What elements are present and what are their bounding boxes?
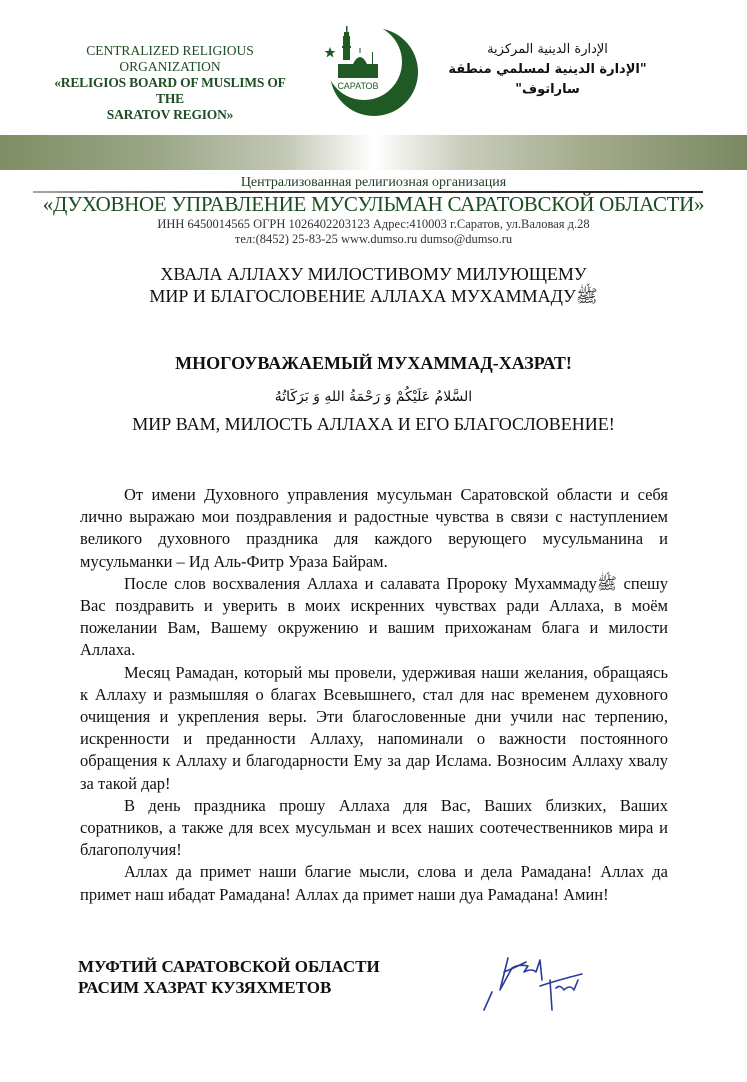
body-paragraph: Аллах да примет наши благие мысли, слова и дела Рамадана! Аллах да примет наш ибадат Рамадана! Аллах да примет наши дуа Рамадана! Амин!	[80, 862, 668, 904]
org-name: «ДУХОВНОЕ УПРАВЛЕНИЕ МУСУЛЬМАН САРАТОВСКОЙ ОБЛАСТИ»	[42, 192, 705, 216]
signatory-name: РАСИМ ХАЗРАТ КУЗЯХМЕТОВ	[78, 978, 332, 997]
letterhead-arabic	[415, 40, 680, 100]
body-paragraph: От имени Духовного управления мусульман Саратовской области и себя лично выражаю мои поздравления и радостные чувства в связи с наступлением великого духовного праздника для каждого верующего мусульманина и мусульманки – Ид Аль-Фитр Ураза Байрам.	[80, 485, 668, 571]
body-paragraph: Месяц Рамадан, который мы провели, удерживая наши желания, обращаясь к Аллаху и размышляя о благах Всевышнего, стал для нас временем духовного очищения и укрепления веры. Эти благословенные дни учили нас терпению, искренности и преданности Аллаху, напоминали о важности постоянного обращения к Аллаху и благодарности Ему за дар Ислама. Возносим Аллаху хвалу за такой дар!	[80, 662, 668, 793]
letterhead-en-name: SARATOV REGION»	[106, 107, 234, 122]
letterhead-ar-name: "الإدارة الدينية لمسلمي منطقة ساراتوف"	[448, 62, 647, 97]
org-type: Централизованная религиозная организация	[240, 175, 507, 190]
praise-heading	[0, 263, 747, 307]
praise-line: ХВАЛА АЛЛАХУ МИЛОСТИВОМУ МИЛУЮЩЕМУ	[160, 264, 587, 284]
body-paragraph: В день праздника прошу Аллаха для Вас, Ваших близких, Ваших соратников, а также для всех мусульман и всех наших соотечественников мира и благополучия!	[80, 795, 668, 860]
letterhead-ar-line: الإدارة الدينية المركزية	[487, 42, 608, 57]
header-gradient-band	[0, 135, 747, 170]
signatory-title: МУФТИЙ САРАТОВСКОЙ ОБЛАСТИ	[78, 957, 380, 976]
praise-line: МИР И БЛАГОСЛОВЕНИЕ АЛЛАХА МУХАММАДУﷺ	[149, 286, 598, 306]
handwritten-signature-icon	[478, 950, 618, 1020]
salutation: МНОГОУВАЖАЕМЫЙ МУХАММАД-ХАЗРАТ!	[175, 353, 572, 373]
org-details: ИНН 6450014565 ОГРН 1026402203123 Адрес:410003 г.Саратов, ул.Валовая д.28	[157, 217, 590, 231]
letterhead-english	[40, 43, 300, 123]
letterhead-en-line: ORGANIZATION	[119, 59, 221, 74]
logo-text: САРАТОВ	[337, 81, 379, 91]
letter-body	[80, 484, 668, 906]
crescent-mosque-logo-icon	[318, 20, 423, 120]
arabic-greeting: السَّلامُ عَلَيْكُمْ وَ رَحْمَةُ اللهِ وَ بَرَكَاتُهُ	[274, 389, 473, 405]
letterhead-en-line: CENTRALIZED RELIGIOUS	[86, 43, 254, 58]
body-paragraph: После слов восхваления Аллаха и салавата Пророку Мухаммадуﷺ спешу Вас поздравить и уверить в моих искренних чувствах ради Аллаха, в моём пожелании Вам, Вашему окружению и вашим прихожанам блага и милости Аллаха.	[80, 573, 668, 660]
letterhead-en-name: «RELIGIOS BOARD OF MUSLIMS OF THE	[54, 75, 286, 106]
peace-greeting: МИР ВАМ, МИЛОСТЬ АЛЛАХА И ЕГО БЛАГОСЛОВЕНИЕ!	[132, 414, 615, 434]
signatory-block	[78, 956, 380, 998]
org-contacts: тел:(8452) 25-83-25 www.dumso.ru dumso@dumso.ru	[234, 232, 513, 246]
